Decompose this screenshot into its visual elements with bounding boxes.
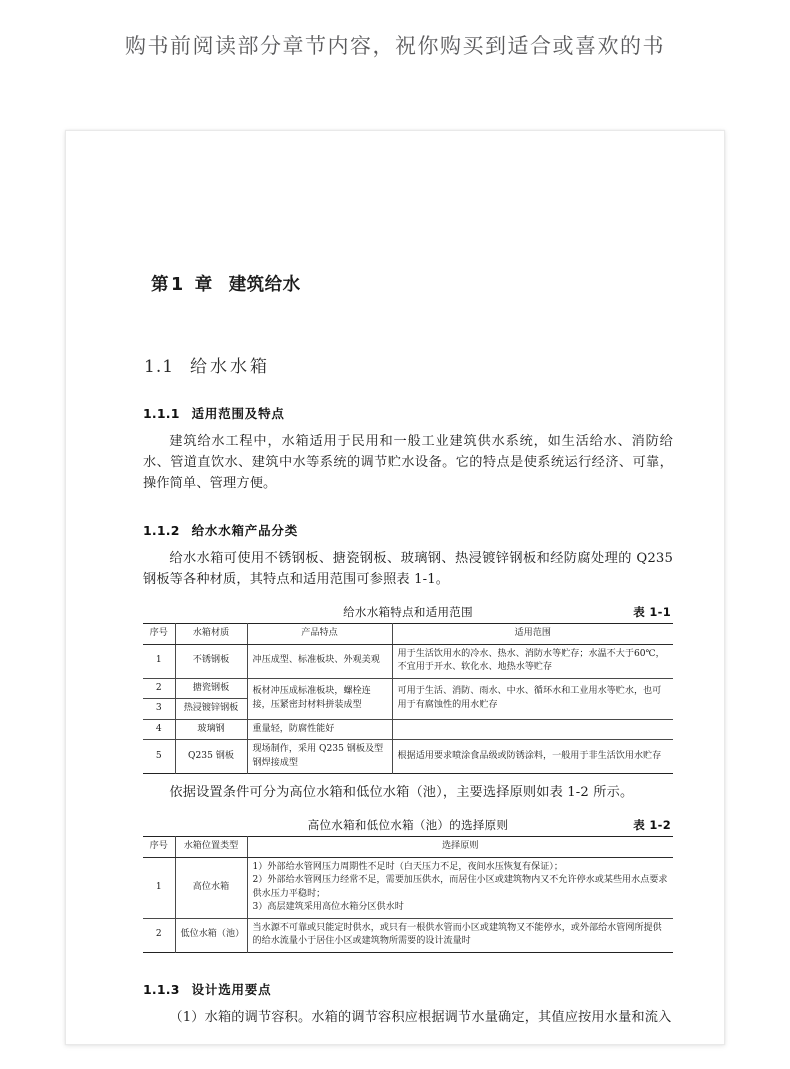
table1-r4-no: 4 bbox=[143, 719, 175, 740]
table1-r5-features: 现场制作，采用 Q235 钢板及型钢焊接成型 bbox=[247, 740, 392, 774]
rule-line: 2）外部给水管网压力经常不足，需要加压供水，而居住小区或建筑物内又不允许停水或某些用水点要求供水压力平稳时； bbox=[252, 875, 668, 899]
table1-r2-no: 2 bbox=[143, 678, 175, 699]
table1-caption-row bbox=[143, 604, 673, 623]
table1-caption: 给水水箱特点和适用范围 bbox=[343, 605, 473, 619]
promo-banner-text: 购书前阅读部分章节内容，祝你购买到适合或喜欢的书 bbox=[125, 34, 665, 58]
table2-r1-rules bbox=[247, 857, 673, 918]
table2-header-row bbox=[143, 837, 673, 858]
paragraph-112: 给水水箱可使用不锈钢板、搪瓷钢板、玻璃钢、热浸镀锌钢板和经防腐处理的 Q235 钢板等各种材质，其特点和适用范围可参照表 1-1。 bbox=[143, 551, 673, 587]
table-row bbox=[143, 678, 673, 699]
chapter-prefix: 第 bbox=[151, 275, 169, 295]
table1-r1-features: 冲压成型、标准板块、外观美观 bbox=[247, 644, 392, 678]
table2-r2-no: 2 bbox=[143, 918, 175, 952]
table2-header-rule: 选择原则 bbox=[247, 837, 673, 858]
paragraph-113: （1）水箱的调节容积。水箱的调节容积应根据调节水量确定，其值应按用水量和流入 bbox=[169, 1009, 672, 1025]
table2-r1-type: 高位水箱 bbox=[175, 857, 247, 918]
table-row bbox=[143, 644, 673, 678]
table1-header-no: 序号 bbox=[143, 624, 175, 645]
page-content-area bbox=[143, 131, 673, 1041]
paragraph-mid: 依据设置条件可分为高位水箱和低位水箱（池），主要选择原则如表 1-2 所示。 bbox=[169, 785, 634, 800]
subsection-heading-112 bbox=[143, 521, 673, 539]
table1-r2-usage: 可用于生活、消防、雨水、中水、循环水和工业用水等贮水，也可用于有腐蚀性的用水贮存 bbox=[392, 678, 673, 719]
subsection-number-112: 1.1.2 bbox=[143, 523, 180, 538]
table1-number: 表 1-1 bbox=[633, 605, 671, 619]
table1-r5-no: 5 bbox=[143, 740, 175, 774]
promo-banner bbox=[0, 0, 790, 128]
table2-r2-rules: 当水源不可靠或只能定时供水，或只有一根供水管而小区或建筑物又不能停水，或外部给水管网所提供的给水流量小于居住小区或建筑物所需要的设计流量时 bbox=[247, 918, 673, 952]
subsection-number-113: 1.1.3 bbox=[143, 981, 180, 997]
table-1-2 bbox=[143, 836, 673, 953]
table1-header-features: 产品特点 bbox=[247, 624, 392, 645]
table-block-1 bbox=[143, 604, 673, 774]
table-row bbox=[143, 918, 673, 952]
table1-r2-material: 搪瓷钢板 bbox=[175, 678, 247, 699]
chapter-title-text: 建筑给水 bbox=[228, 275, 301, 295]
table1-header-row bbox=[143, 624, 673, 645]
table2-r2-type: 低位水箱（池） bbox=[175, 918, 247, 952]
subsection-heading-113 bbox=[143, 980, 673, 998]
table-row bbox=[143, 857, 673, 918]
subsection-heading-111 bbox=[143, 404, 673, 422]
table2-header-no: 序号 bbox=[143, 837, 175, 858]
table-row bbox=[143, 719, 673, 740]
table1-header-usage: 适用范围 bbox=[392, 624, 673, 645]
table1-r4-features: 重量轻，防腐性能好 bbox=[247, 719, 392, 740]
table-1-1 bbox=[143, 623, 673, 774]
rule-line: 1）外部给水管网压力周期性不足时（白天压力不足，夜间水压恢复有保证）； bbox=[252, 861, 563, 872]
table2-caption: 高位水箱和低位水箱（池）的选择原则 bbox=[307, 818, 509, 832]
paragraph-111: 建筑给水工程中，水箱适用于民用和一般工业建筑供水系统，如生活给水、消防给水、管道直饮水、建筑中水等系统的调节贮水设备。它的特点是使系统运行经济、可靠，操作简单、管理方便。 bbox=[143, 434, 673, 491]
table2-r1-no: 1 bbox=[143, 857, 175, 918]
subsection-title-112: 给水水箱产品分类 bbox=[191, 523, 298, 538]
table1-header-material: 水箱材质 bbox=[175, 624, 247, 645]
table2-number: 表 1-2 bbox=[633, 818, 671, 832]
table-row bbox=[143, 740, 673, 774]
subsection-number-111: 1.1.1 bbox=[143, 406, 180, 421]
table1-r3-no: 3 bbox=[143, 699, 175, 720]
table1-r4-usage bbox=[392, 719, 673, 740]
table1-r1-material: 不锈钢板 bbox=[175, 644, 247, 678]
table1-r4-material: 玻璃钢 bbox=[175, 719, 247, 740]
table-block-2 bbox=[143, 817, 673, 953]
table1-r1-no: 1 bbox=[143, 644, 175, 678]
table1-r5-usage: 根据适用要求喷涂食品级或防锈涂料，一般用于非生活饮用水贮存 bbox=[392, 740, 673, 774]
table1-r5-material: Q235 钢板 bbox=[175, 740, 247, 774]
section-number: 1.1 bbox=[144, 357, 175, 377]
chapter-heading bbox=[151, 271, 673, 296]
table1-r1-usage: 用于生活饮用水的冷水、热水、消防水等贮存；水温不大于60℃，不宜用于开水、软化水、地热水等贮存 bbox=[392, 644, 673, 678]
subsection-title-111: 适用范围及特点 bbox=[191, 406, 285, 421]
table1-r3-material: 热浸镀锌钢板 bbox=[175, 699, 247, 720]
rule-line: 3）高层建筑采用高位水箱分区供水时 bbox=[252, 902, 404, 912]
table2-caption-row bbox=[143, 817, 673, 836]
book-page-sheet bbox=[65, 130, 725, 1045]
table2-header-type: 水箱位置类型 bbox=[175, 837, 247, 858]
table1-r2-features: 板材冲压成标准板块，螺栓连接，压紧密封材料拼装成型 bbox=[247, 678, 392, 719]
chapter-unit: 章 bbox=[194, 275, 213, 295]
section-heading bbox=[144, 352, 673, 377]
chapter-number: 1 bbox=[171, 275, 184, 295]
subsection-title-113: 设计选用要点 bbox=[191, 981, 272, 997]
section-title-text: 给水水箱 bbox=[190, 357, 271, 377]
